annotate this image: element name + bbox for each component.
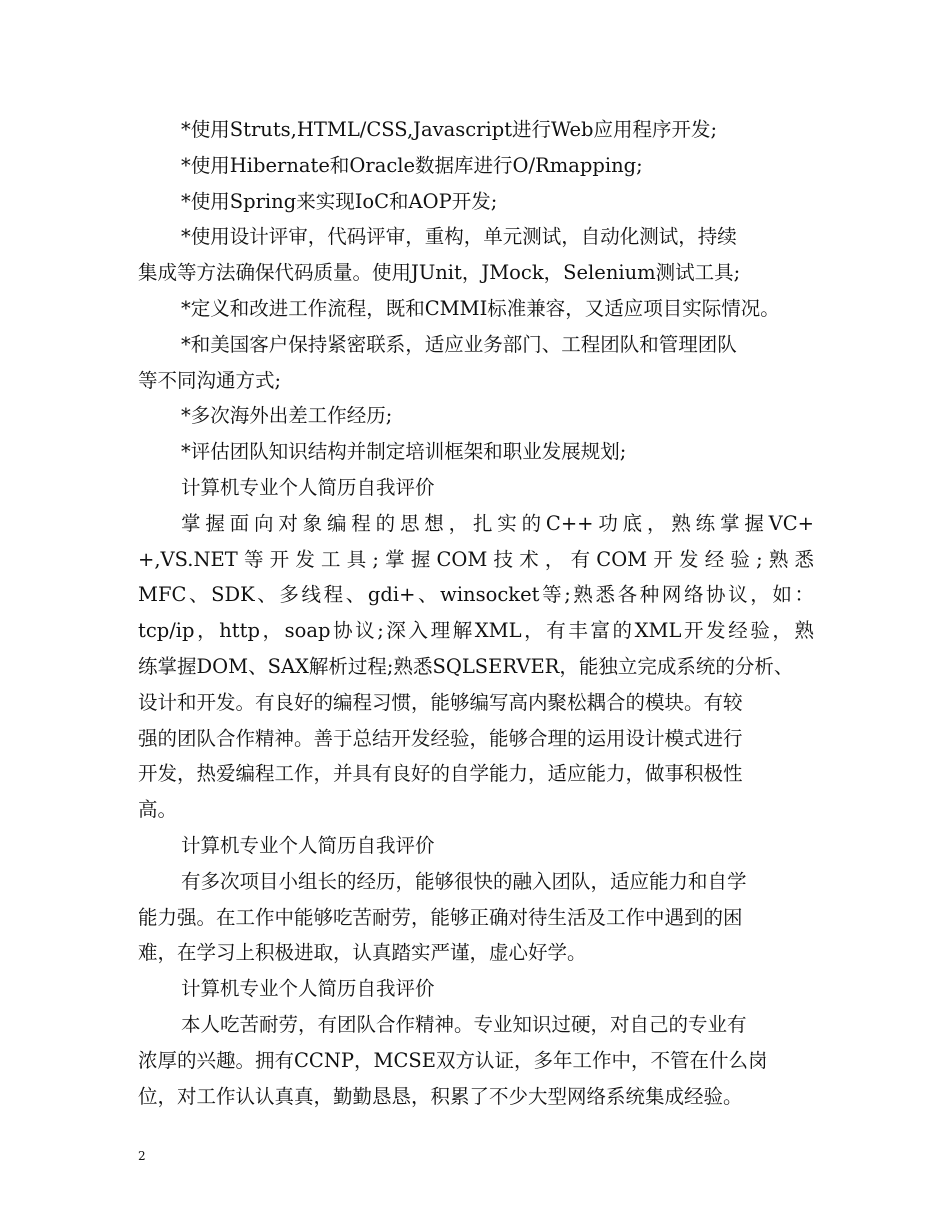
text-line: 计算机专业个人简历自我评价: [181, 977, 435, 1001]
text-line: 开发，热爱编程工作，并具有良好的自学能力，适应能力，做事积极性: [138, 762, 743, 786]
text-line: +,VS.NET等开发工具;掌握COM技术，有COM开发经验;熟悉: [138, 547, 814, 571]
text-line: 强的团队合作精神。善于总结开发经验，能够合理的运用设计模式进行: [138, 726, 743, 750]
page-number: 2: [138, 1149, 146, 1163]
text-line: *和美国客户保持紧密联系，适应业务部门、工程团队和管理团队: [181, 332, 737, 356]
text-line: *使用Spring来实现IoC和AOP开发;: [181, 189, 498, 213]
document-body: [138, 112, 814, 1114]
text-line: 设计和开发。有良好的编程习惯，能够编写高内聚松耦合的模块。有较: [138, 690, 743, 714]
text-line: *使用Struts,HTML/CSS,Javascript进行Web应用程序开发;: [181, 118, 718, 141]
text-line: 掌握面向对象编程的思想，扎实的C++功底，熟练掌握VC+: [181, 511, 814, 535]
text-line: *评估团队知识结构并制定培训框架和职业发展规划;: [181, 440, 627, 464]
text-line: *多次海外出差工作经历;: [181, 404, 393, 428]
text-line: 计算机专业个人简历自我评价: [181, 833, 435, 857]
text-line: MFC、SDK、多线程、gdi+、winsocket等;熟悉各种网络协议，如：: [138, 583, 814, 607]
text-line: 难，在学习上积极进取，认真踏实严谨，虚心好学。: [138, 941, 587, 965]
text-line: 集成等方法确保代码质量。使用JUnit，JMock，Selenium测试工具;: [138, 261, 741, 285]
text-line: 高。: [138, 798, 178, 822]
text-line: 能力强。在工作中能够吃苦耐劳，能够正确对待生活及工作中遇到的困: [138, 905, 743, 929]
text-line: tcp/ip，http，soap协议;深入理解XML，有丰富的XML开发经验，熟: [138, 619, 814, 643]
text-line: *使用Hibernate和Oracle数据库进行O/Rmapping;: [181, 153, 643, 177]
text-line: 练掌握DOM、SAX解析过程;熟悉SQLSERVER，能独立完成系统的分析、: [138, 654, 794, 678]
text-line: 本人吃苦耐劳，有团队合作精神。专业知识过硬，对自己的专业有: [181, 1012, 747, 1036]
text-line: 计算机专业个人简历自我评价: [181, 475, 435, 499]
text-line: 等不同沟通方式;: [138, 368, 282, 392]
text-line: *定义和改进工作流程，既和CMMI标准兼容，又适应项目实际情况。: [181, 296, 780, 320]
text-line: 浓厚的兴趣。拥有CCNP，MCSE双方认证，多年工作中，不管在什么岗: [138, 1048, 768, 1072]
text-line: 有多次项目小组长的经历，能够很快的融入团队，适应能力和自学: [181, 869, 747, 893]
text-line: 位，对工作认认真真，勤勤恳恳，积累了不少大型网络系统集成经验。: [138, 1084, 743, 1108]
text-line: *使用设计评审，代码评审，重构，单元测试，自动化测试，持续: [181, 225, 737, 249]
